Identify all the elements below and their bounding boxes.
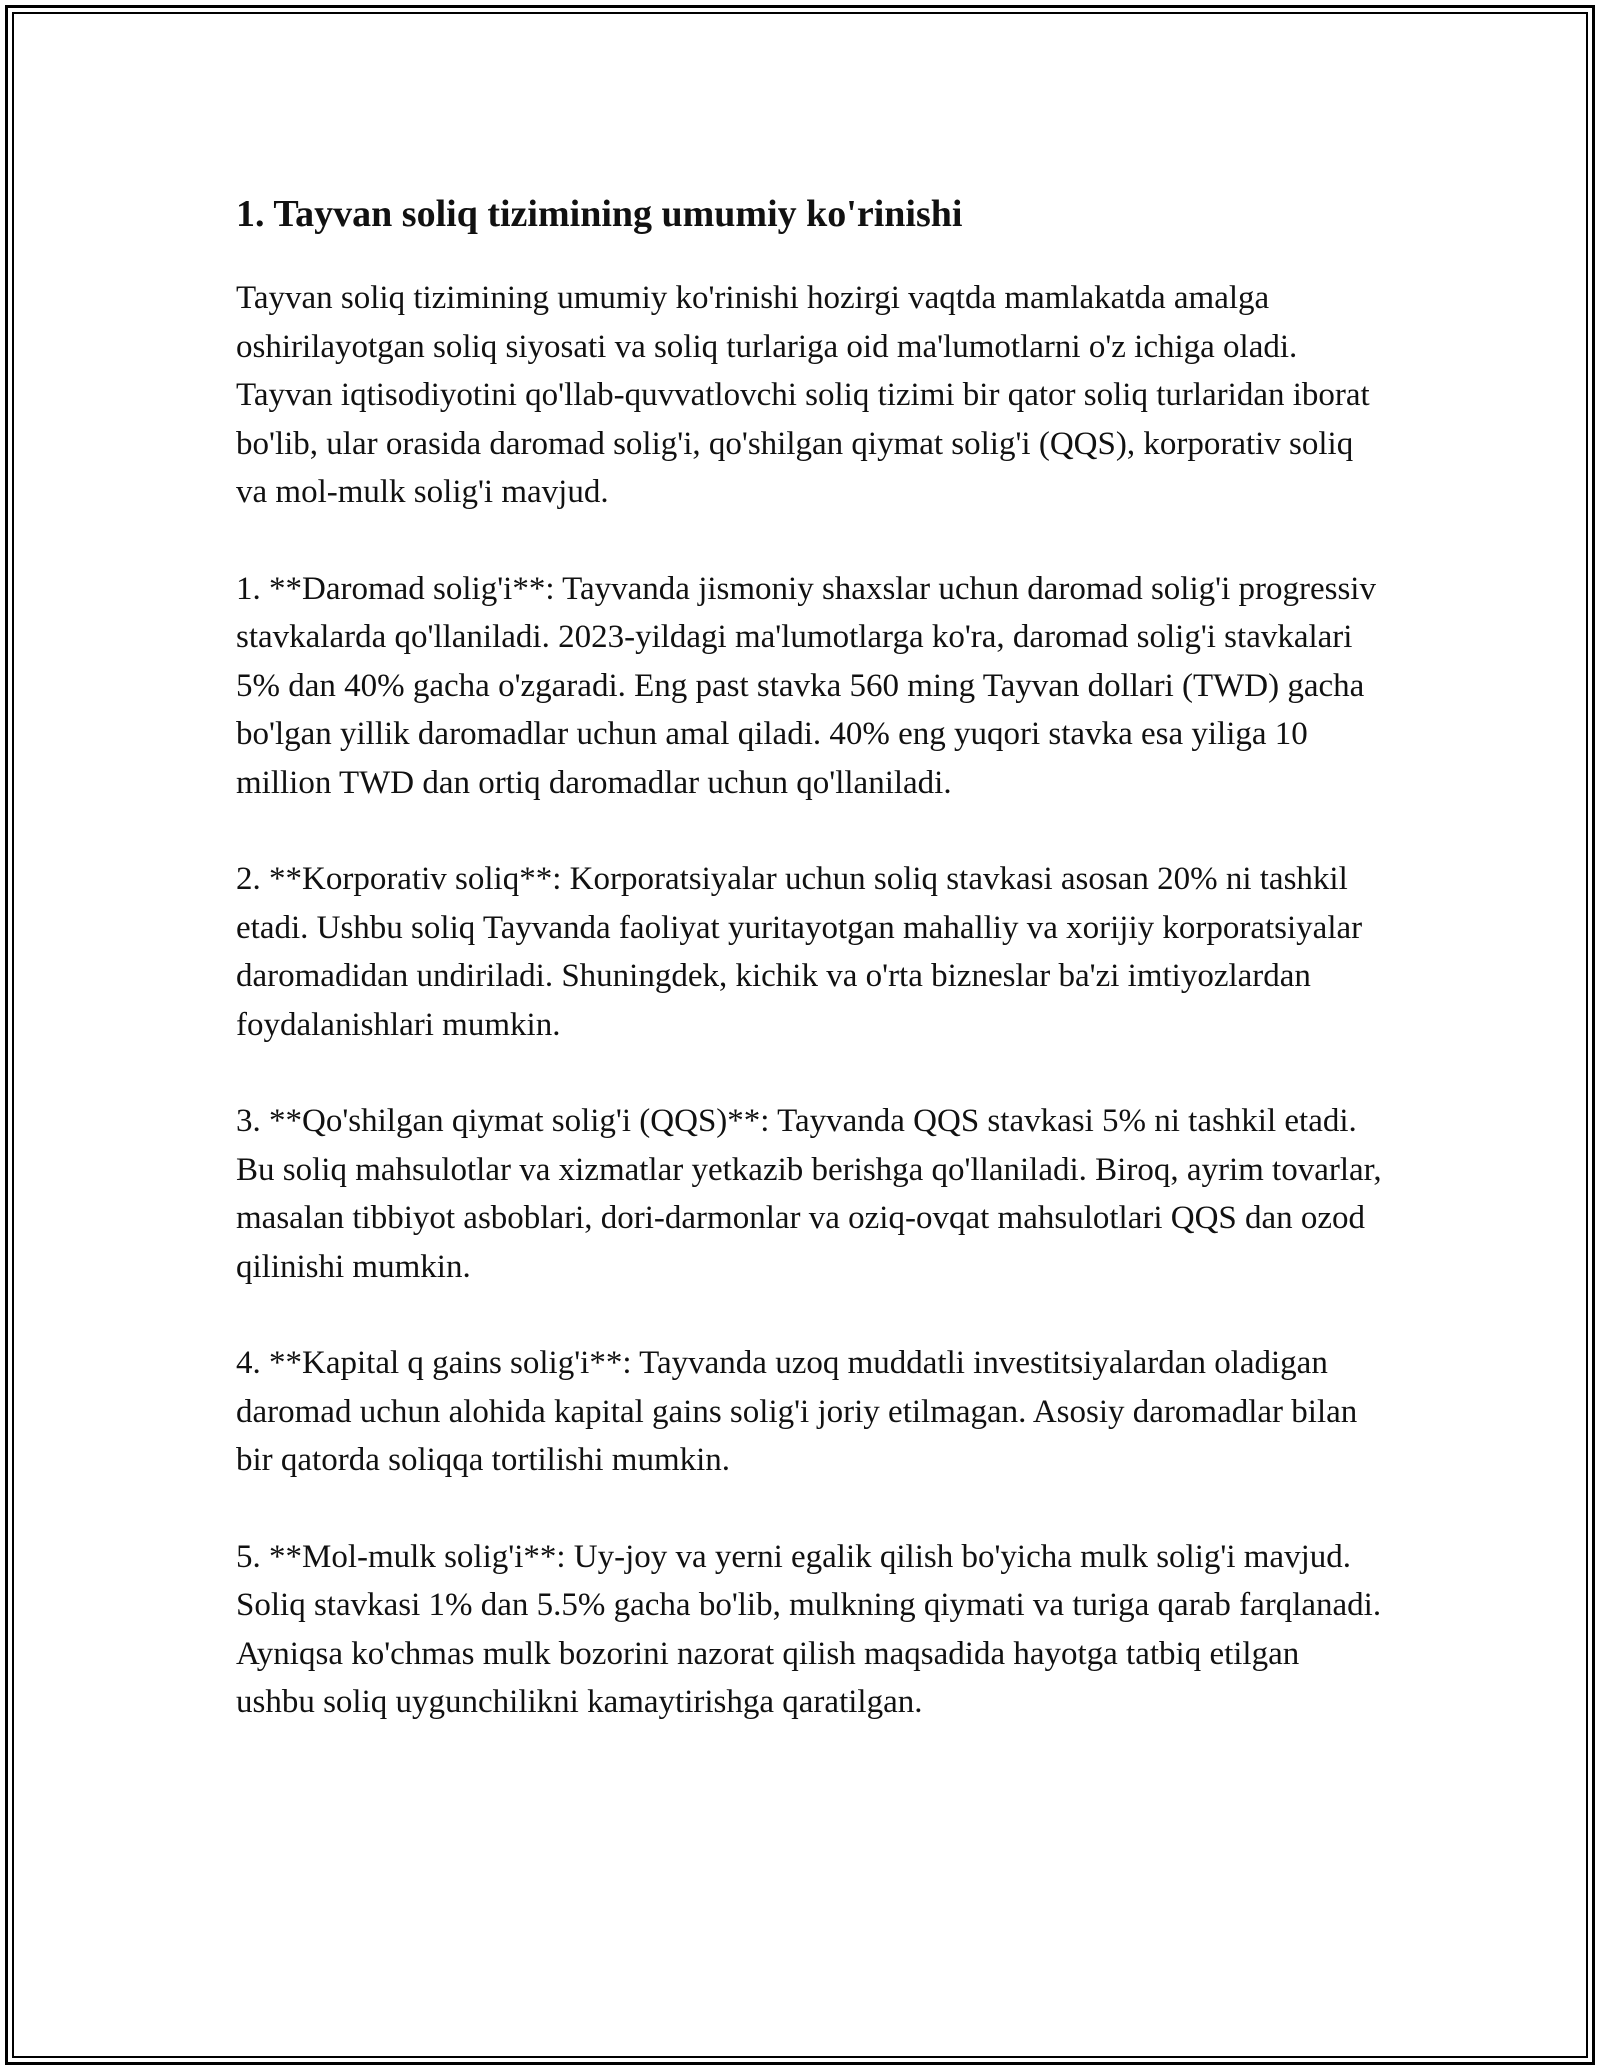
property-tax-paragraph: 5. **Mol-mulk solig'i**: Uy-joy va yerni egalik qilish bo'yicha mulk solig'i mavjud. Soliq stavkasi 1% dan 5.5% gacha bo'lib, mulkning qiymati va turiga qarab farqlanadi. Ayniqsa ko'chmas mulk bozorini nazorat qilish maqsadida hayotga tatbiq etilgan ushbu soliq uygunchilikni kamaytirishga qaratilgan. [236, 1538, 1382, 1720]
document-title: 1. Tayvan soliq tizimining umumiy ko'rinishi [236, 193, 963, 235]
intro-paragraph: Tayvan soliq tizimining umumiy ko'rinishi hozirgi vaqtda mamlakatda amalga oshirilayotgan soliq siyosati va soliq turlariga oid ma'lumotlarni o'z ichiga oladi. Tayvan iqtisodiyotini qo'llab-quvvatlovchi soliq tizimi bir qator soliq turlaridan iborat bo'lib, ular orasida daromad solig'i, qo'shilgan qiymat solig'i (QQS), korporativ soliq va mol-mulk solig'i mavjud. [236, 280, 1370, 510]
corporate-tax-paragraph: 2. **Korporativ soliq**: Korporatsiyalar uchun soliq stavkasi asosan 20% ni tashkil etadi. Ushbu soliq Tayvanda faoliyat yuritayotgan mahalliy va xorijiy korporatsiyalar daromadidan undiriladi. Shuningdek, kichik va o'rta bizneslar ba'zi imtiyozlardan foydalanishlari mumkin. [236, 861, 1363, 1043]
vat-paragraph: 3. **Qo'shilgan qiymat solig'i (QQS)**: Tayvanda QQS stavkasi 5% ni tashkil etadi. Bu soliq mahsulotlar va xizmatlar yetkazib berishga qo'llaniladi. Biroq, ayrim tovarlar, masalan tibbiyot asboblari, dori-darmonlar va oziq-ovqat mahsulotlari QQS dan ozod qilinishi mumkin. [236, 1103, 1382, 1285]
document-body [236, 188, 1386, 1775]
income-tax-paragraph: 1. **Daromad solig'i**: Tayvanda jismoniy shaxslar uchun daromad solig'i progressiv stavkalarda qo'llaniladi. 2023-yildagi ma'lumotlarga ko'ra, daromad solig'i stavkalari 5% dan 40% gacha o'zgaradi. Eng past stavka 560 ming Tayvan dollari (TWD) gacha bo'lgan yillik daromadlar uchun amal qiladi. 40% eng yuqori stavka esa yiliga 10 million TWD dan ortiq daromadlar uchun qo'llaniladi. [236, 570, 1376, 801]
capital-gains-tax-paragraph: 4. **Kapital q gains solig'i**: Tayvanda uzoq muddatli investitsiyalardan oladigan daromad uchun alohida kapital gains solig'i joriy etilmagan. Asosiy daromadlar bilan bir qatorda soliqqa tortilishi mumkin. [236, 1345, 1358, 1478]
